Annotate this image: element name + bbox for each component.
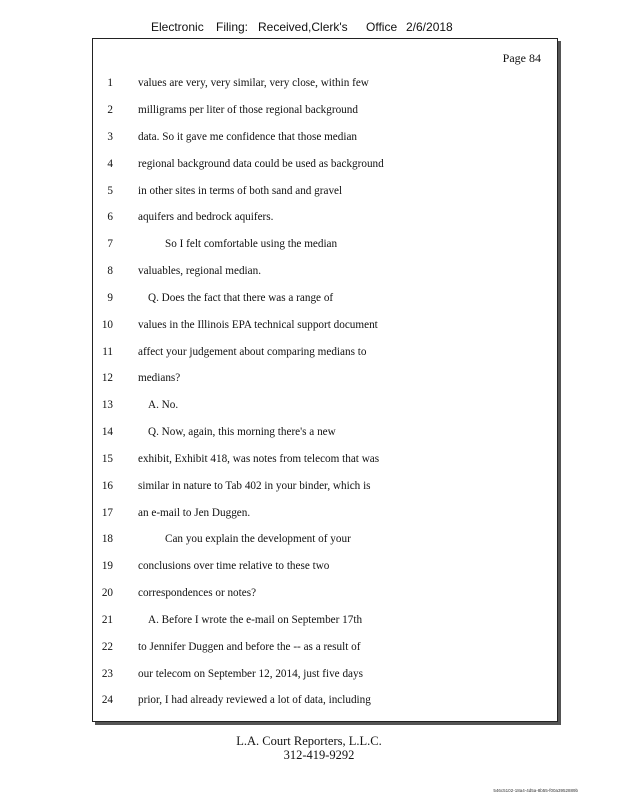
transcript-line (93, 587, 557, 605)
line-text: medians? (138, 372, 181, 384)
line-text: similar in nature to Tab 402 in your binder, which is (138, 480, 371, 492)
transcript-line (93, 346, 557, 364)
line-text: conclusions over time relative to these two (138, 560, 330, 572)
page-number: Page 84 (502, 51, 541, 65)
transcript-line (93, 77, 557, 95)
footer-phone: 312-419-9292 (283, 748, 355, 762)
line-number: 14 (101, 426, 113, 438)
transcript-line (93, 131, 557, 149)
line-text: A. No. (148, 399, 179, 411)
line-text: correspondences or notes? (138, 587, 257, 599)
line-text: data. So it gave me confidence that those median (138, 131, 358, 143)
line-text: to Jennifer Duggen and before the -- as a result of (138, 641, 361, 653)
line-number: 8 (107, 265, 113, 277)
transcript-page-frame (92, 38, 558, 722)
document-id: 546c5102-18a4-4d5a-8b55-f00a3952889b (493, 788, 578, 793)
transcript-line (93, 694, 557, 712)
transcript-line (93, 668, 557, 686)
line-number: 18 (101, 533, 113, 545)
stamp-filing: Filing: (216, 20, 249, 34)
stamp-office: Office (366, 20, 398, 34)
line-number: 21 (101, 614, 113, 626)
line-number: 2 (107, 104, 113, 116)
line-text: an e-mail to Jen Duggen. (138, 507, 251, 519)
line-number: 9 (107, 292, 113, 304)
line-number: 4 (107, 158, 113, 170)
line-number: 16 (101, 480, 113, 492)
line-number: 11 (102, 346, 113, 358)
transcript-line (93, 211, 557, 229)
line-number: 20 (101, 587, 113, 599)
line-text: So I felt comfortable using the median (165, 238, 338, 250)
line-text: aquifers and bedrock aquifers. (138, 211, 274, 223)
stamp-received: Received,Clerk's (258, 20, 348, 34)
line-text: exhibit, Exhibit 418, was notes from telecom that was (138, 453, 380, 465)
line-number: 1 (107, 77, 113, 89)
stamp-electronic: Electronic (151, 20, 204, 34)
transcript-line (93, 641, 557, 659)
transcript-line (93, 319, 557, 337)
line-text: regional background data could be used as background (138, 158, 384, 170)
line-text: Q. Now, again, this morning there's a new (148, 426, 336, 438)
line-text: milligrams per liter of those regional background (138, 104, 358, 116)
line-number: 22 (101, 641, 113, 653)
line-text: affect your judgement about comparing medians to (138, 346, 367, 358)
line-text: valuables, regional median. (138, 265, 262, 277)
transcript-line (93, 560, 557, 578)
stamp-date: 2/6/2018 (406, 20, 453, 34)
transcript-line (93, 480, 557, 498)
transcript-line (93, 238, 557, 256)
line-text: values are very, very similar, very close, within few (138, 77, 369, 89)
footer-company: L.A. Court Reporters, L.L.C. (236, 734, 382, 748)
line-number: 13 (101, 399, 113, 411)
line-number: 19 (101, 560, 113, 572)
transcript-line (93, 614, 557, 632)
line-number: 6 (107, 211, 113, 223)
transcript-line (93, 372, 557, 390)
transcript-line (93, 158, 557, 176)
transcript-line (93, 453, 557, 471)
line-number: 17 (101, 507, 113, 519)
line-text: Can you explain the development of your (165, 533, 351, 545)
transcript-line (93, 533, 557, 551)
transcript-line (93, 507, 557, 525)
transcript-line (93, 185, 557, 203)
line-text: in other sites in terms of both sand and gravel (138, 185, 343, 197)
line-number: 3 (107, 131, 113, 143)
line-number: 5 (107, 185, 113, 197)
transcript-line (93, 265, 557, 283)
line-text: Q. Does the fact that there was a range of (148, 292, 334, 304)
line-text: A. Before I wrote the e-mail on September 17th (148, 614, 363, 626)
line-text: prior, I had already reviewed a lot of data, including (138, 694, 371, 706)
line-number: 10 (101, 319, 113, 331)
line-text: values in the Illinois EPA technical support document (138, 319, 378, 331)
line-number: 23 (101, 668, 113, 680)
line-text: our telecom on September 12, 2014, just five days (138, 668, 363, 680)
transcript-line (93, 104, 557, 122)
line-number: 7 (107, 238, 113, 250)
line-number: 15 (101, 453, 113, 465)
line-number: 24 (101, 694, 113, 706)
transcript-line (93, 399, 557, 417)
line-number: 12 (101, 372, 113, 384)
transcript-line (93, 292, 557, 310)
transcript-line (93, 426, 557, 444)
